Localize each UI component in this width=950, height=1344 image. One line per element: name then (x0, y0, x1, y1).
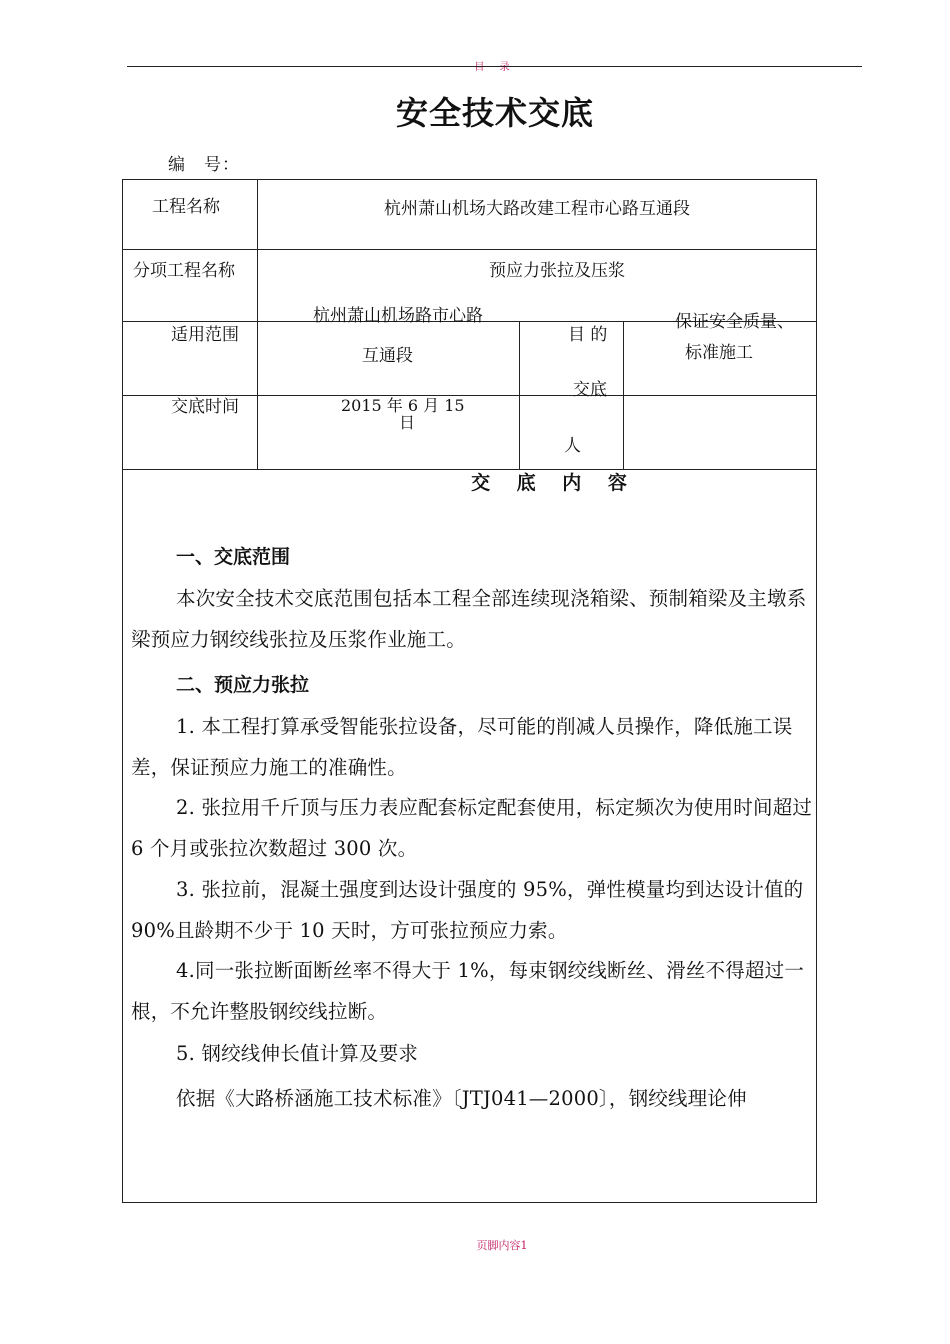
serial-number-label: 编 号： (168, 155, 240, 175)
purpose-value-line2: 标准施工 (685, 343, 753, 363)
page-footer-text: 页脚内容1 (476, 1239, 528, 1252)
scope-value-line1: 杭州萧山机场路市心路 (313, 306, 483, 326)
section-paragraph-scope: 本次安全技术交底范围包括本工程全部连续现浇箱梁、预制箱梁及主墩系梁预应力钢绞线张拉及压浆作业施工。 (131, 587, 807, 651)
document-title: 安全技术交底 (395, 94, 594, 132)
purpose-label: 目 的 (568, 325, 608, 345)
project-name-label: 工程名称 (152, 197, 220, 217)
disclosure-person-label-line1: 交底 (573, 380, 607, 400)
table-column-divider (257, 179, 258, 469)
table-column-divider (623, 321, 624, 469)
page-header-text: 目 录 (474, 62, 516, 73)
prestress-item-5-text: 依据《大路桥涵施工技术标准》〔JTJ041—2000〕，钢绞线理论伸 (176, 1087, 747, 1110)
disclosure-time-label: 交底时间 (171, 397, 239, 417)
purpose-value-line1: 保证安全质量、 (675, 312, 794, 332)
disclosure-time-value-line1: 2015 年 6 月 15 (341, 396, 465, 415)
section-heading-scope: 一、交底范围 (176, 546, 291, 568)
content-section-title: 交 底 内 容 (471, 472, 637, 494)
disclosure-person-label-line2: 人 (564, 436, 581, 456)
project-name-value: 杭州萧山机场大路改建工程市心路互通段 (384, 199, 690, 219)
prestress-item-1: 1. 本工程打算承受智能张拉设备，尽可能的削减人员操作，降低施工误差，保证预应力施工的准确性。 (131, 715, 793, 779)
prestress-item-4: 4.同一张拉断面断丝率不得大于 1%，每束钢绞线断丝、滑丝不得超过一根，不允许整股钢绞线拉断。 (131, 959, 805, 1023)
prestress-item-2: 2. 张拉用千斤顶与压力表应配套标定配套使用，标定频次为使用时间超过 6 个月或张拉次数超过 300 次。 (131, 796, 813, 860)
subitem-label: 分项工程名称 (133, 261, 235, 281)
scope-label: 适用范围 (171, 325, 239, 345)
table-column-divider (519, 321, 520, 469)
header-divider (127, 66, 862, 67)
section-heading-prestress: 二、预应力张拉 (176, 674, 310, 696)
subitem-value: 预应力张拉及压浆 (489, 261, 625, 281)
table-row-divider (122, 249, 817, 250)
prestress-item-3: 3. 张拉前，混凝土强度到达设计强度的 95%，弹性模量均到达设计值的 90%且龄期不少于 10 天时，方可张拉预应力索。 (131, 878, 804, 942)
prestress-item-5: 5. 钢绞线伸长值计算及要求 (176, 1042, 419, 1065)
scope-value-line2: 互通段 (362, 346, 413, 366)
disclosure-time-value-line2: 日 (399, 413, 416, 432)
